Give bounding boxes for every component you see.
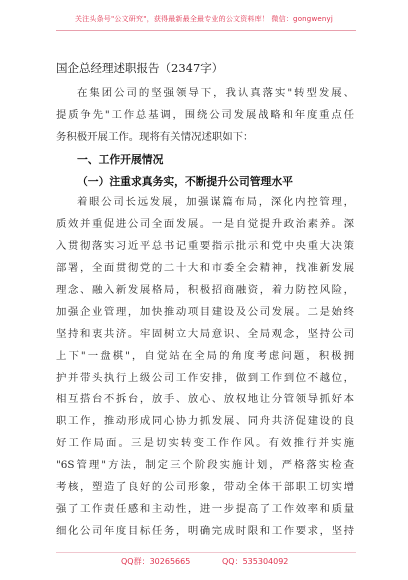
header-divider [56, 30, 356, 31]
paragraph-line: 好工作局面。三是切实转变工作作风。有效推行并实施 [56, 437, 354, 450]
paragraph-line: 提质争先"工作总基调，围绕公司发展战略和年度重点任 [56, 108, 354, 121]
paragraph-line: 职工作，推动形成同心协力抓发展、同舟共济促建设的良 [56, 415, 354, 428]
paragraph-line: 部署，全面贯彻党的二十大和市委全会精神，找准新发展 [56, 262, 354, 275]
paragraph-line: 理念、融入新发展格局，积极招商融资，着力防控风险， [56, 284, 354, 297]
paragraph-line: 护并带头执行上级公司工作安排，做到工作到位不越位， [56, 371, 354, 384]
paragraph-line: 考核，塑造了良好的公司形象，带动全体干部职工切实增 [56, 481, 354, 494]
header-banner: 关注头条号"公文研究"，获得最新最全最专业的公文资料库！ 微信：gongwenyj [74, 15, 334, 23]
paragraph-line: 相互搭台不拆台，放手、放心、放权地让分管领导抓好本 [56, 393, 354, 406]
paragraph-line: 入贯彻落实习近平总书记重要指示批示和党中央重大决策 [56, 240, 354, 253]
paragraph-line: 坚持和衷共济。牢固树立大局意识、全局观念，坚持公司 [56, 327, 354, 340]
paragraph-line: 细化公司年度目标任务，明确完成时限和工作要求，坚持 [56, 524, 354, 537]
footer-divider [56, 552, 356, 553]
paragraph-line: "6S管理"方法，制定三个阶段实施计划，严格落实检查 [56, 459, 354, 472]
document-title: 国企总经理述职报告（2347字） [56, 61, 224, 75]
section-heading: 一、工作开展情况 [77, 152, 164, 166]
paragraph-line: 上下"一盘棋"，自觉站在全局的角度考虑问题，积极拥 [56, 349, 354, 362]
footer [0, 556, 408, 572]
paragraph-line: 务积极开展工作。现将有关情况述职如下： [56, 130, 254, 143]
qq-group-number: QQ群：30265665 [121, 557, 191, 566]
qq-number: QQ：535304092 [222, 557, 289, 566]
paragraph-line: 加强企业管理，加快推动项目建设及公司发展。二是始终 [56, 305, 354, 318]
subsection-heading: （一）注重求真务实，不断提升公司管理水平 [77, 174, 293, 188]
paragraph-line: 质效并重促进公司全面发展。一是自觉提升政治素养。深 [56, 218, 354, 231]
paragraph-line: 着眼公司长远发展，加强谋篇布局，深化内控管理， [77, 196, 354, 209]
document-body [56, 83, 354, 543]
paragraph-line: 强了工作责任感和主动性，进一步提高了工作效率和质量 [56, 502, 354, 515]
paragraph-line: 在集团公司的坚强领导下，我认真落实"转型发展、 [77, 87, 354, 99]
